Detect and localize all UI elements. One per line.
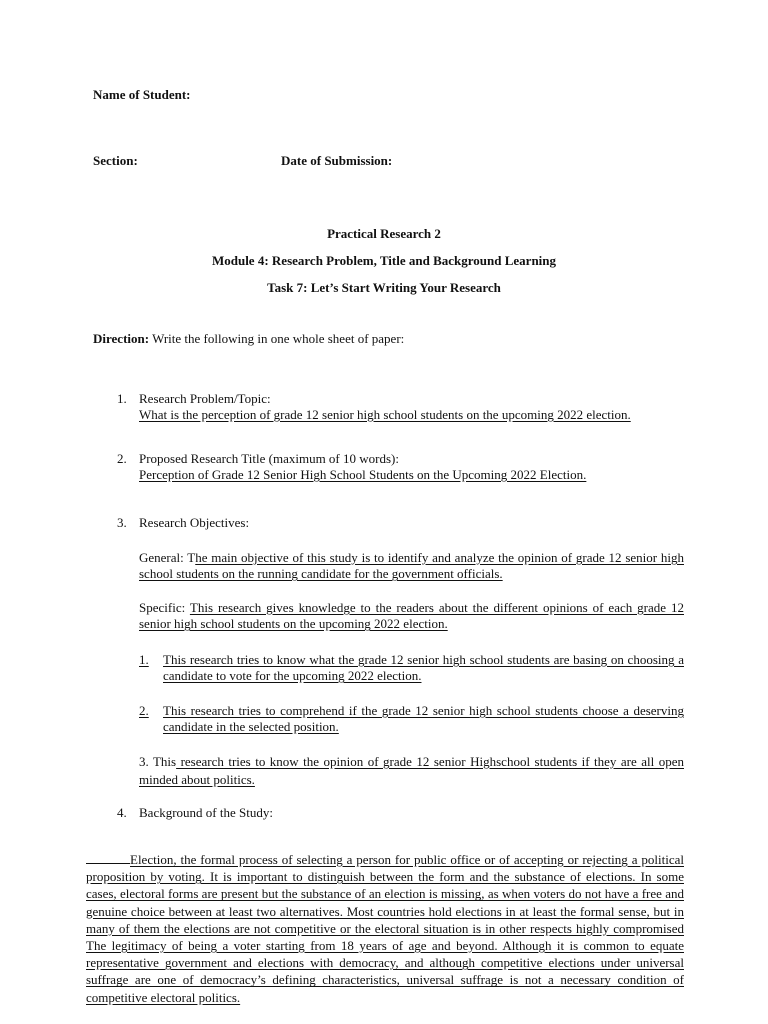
item-4-heading: Background of the Study:: [139, 805, 273, 820]
general-objective-prefix: General: T: [139, 550, 196, 565]
general-objective-text: he main objective of this study is to identify and analyze the opinion of grade 12 senior high school students on the running candidate for the government officials.: [139, 550, 684, 582]
item-2-number: 2.: [117, 451, 127, 466]
background-paragraph: [86, 851, 684, 1006]
item-2-heading: Proposed Research Title (maximum of 10 words):: [139, 451, 399, 466]
general-objective: [139, 550, 684, 583]
name-of-student-label: Name of Student:: [93, 87, 191, 102]
section-label: Section:: [93, 153, 138, 168]
direction-label: Direction:: [93, 331, 150, 346]
date-of-submission-label: Date of Submission:: [281, 153, 393, 168]
item-1-heading: Research Problem/Topic:: [139, 391, 271, 406]
sub-objective-3-prefix: 3. This: [139, 754, 177, 769]
specific-objective-text: This research gives knowledge to the readers about the different opinions of each grade 12 senior high school students on the upcoming 2022 election.: [139, 600, 684, 632]
sub-objective-3-text: research tries to know the opinion of grade 12 senior Highschool students if they are all open minded about politics.: [139, 754, 684, 787]
sub-objective-1-text: This research tries to know what the grade 12 senior high school students are basing on choosing a candidate to vote for the upcoming 2022 election.: [163, 652, 684, 684]
sub-objective-2-text: This research tries to comprehend if the grade 12 senior high school students choose a deserving candidate in the selected position.: [163, 703, 684, 735]
specific-objective: [139, 600, 684, 633]
item-1-number: 1.: [117, 391, 127, 406]
sub-objective-3: [139, 753, 684, 789]
item-3-number: 3.: [117, 515, 127, 530]
direction-line: [93, 331, 404, 347]
task-title: Task 7: Let’s Start Writing Your Research: [267, 280, 501, 295]
sub-objective-2-number: 2.: [139, 703, 149, 718]
item-4-number: 4.: [117, 805, 127, 820]
item-3-heading: Research Objectives:: [139, 515, 250, 530]
direction-text: Write the following in one whole sheet of paper:: [149, 331, 405, 346]
sub-objective-1-number: 1.: [139, 652, 149, 667]
item-2-answer: Perception of Grade 12 Senior High School Students on the Upcoming 2022 Election.: [139, 467, 587, 482]
item-1-answer: What is the perception of grade 12 senior high school students on the upcoming 2022 election.: [139, 407, 631, 422]
module-title: Module 4: Research Problem, Title and Background Learning: [211, 253, 557, 268]
specific-objective-prefix: Specific:: [139, 600, 190, 615]
subject-title: Practical Research 2: [327, 226, 441, 241]
background-text: Election, the formal process of selecting a person for public office or of accepting or rejecting a political proposition by voting. It is important to distinguish between the form and the substance of elections. In some cases, electoral forms are present but the substance of an election is missing, as when voters do not have a free and genuine choice between at least two alternatives. Most countries hold elections in at least the formal sense, but in many of them the elections are not competitive or the electoral situation is in other respects highly compromised The legitimacy of being a voter starting from 18 years of age and beyond. Although it is common to equate representative government and elections with democracy, and although competitive elections under universal suffrage are one of democracy’s defining characteristics, universal suffrage is not a necessary condition of competitive electoral politics.: [86, 852, 684, 1005]
indent-blank: [86, 863, 130, 864]
